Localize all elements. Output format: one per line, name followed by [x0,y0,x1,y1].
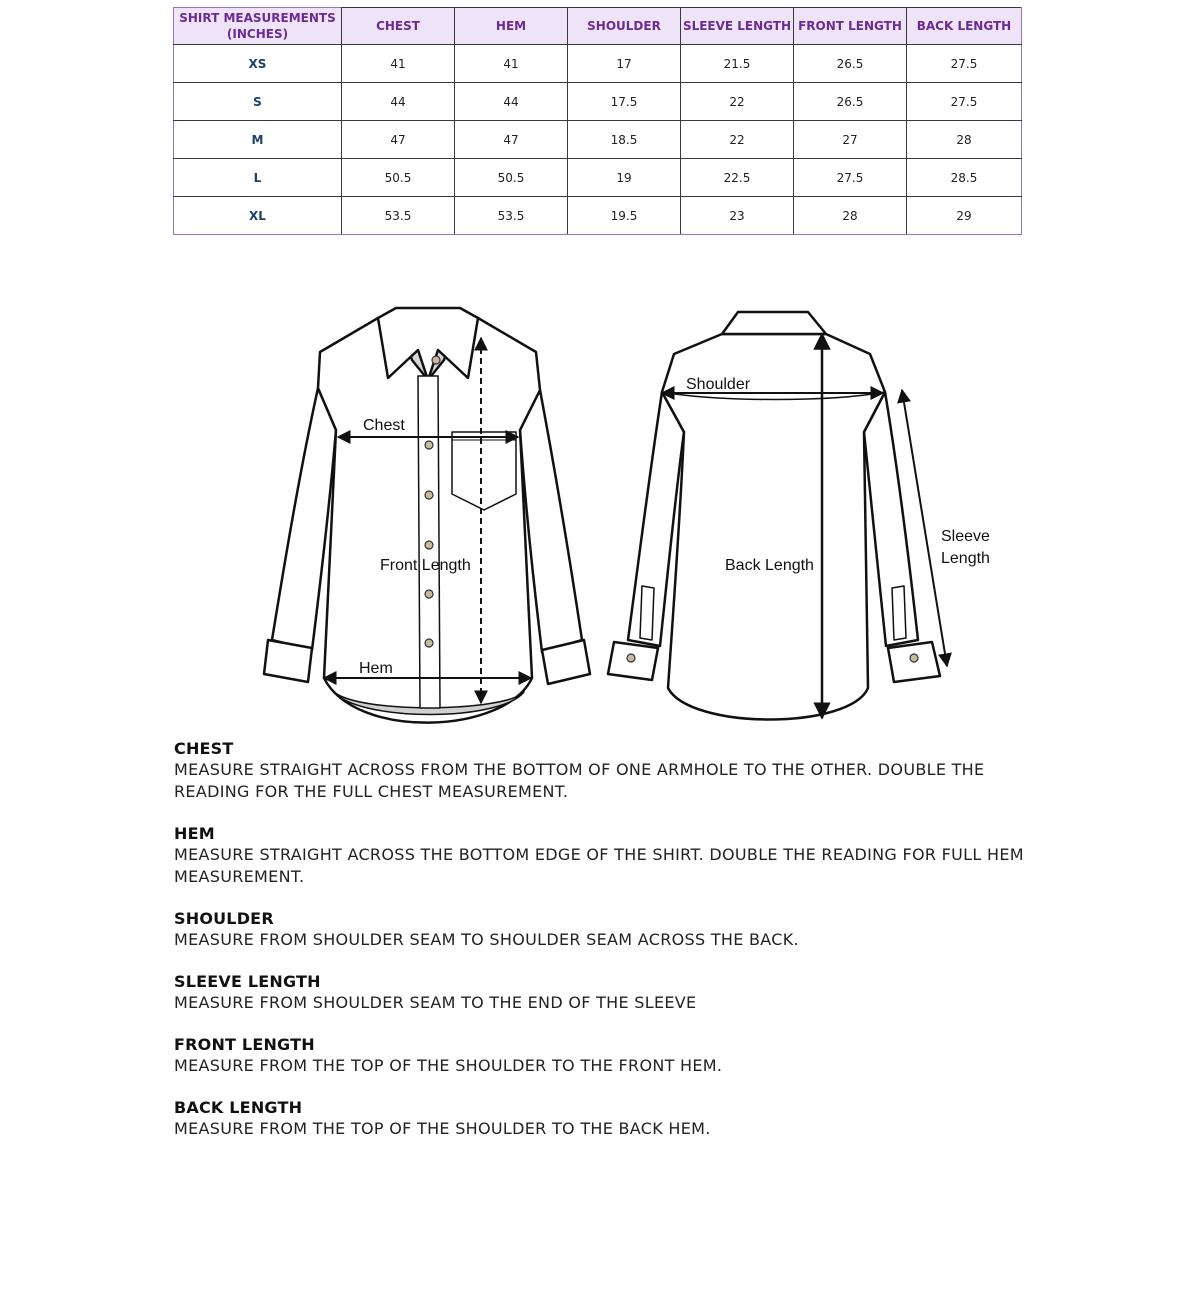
header-front-length: FRONT LENGTH [794,8,907,45]
value-cell: 28.5 [907,159,1022,197]
value-cell: 53.5 [455,197,568,235]
value-cell: 27 [794,121,907,159]
value-cell: 27.5 [907,83,1022,121]
note-title: SLEEVE LENGTH [174,972,321,991]
value-cell: 22.5 [681,159,794,197]
note-title: BACK LENGTH [174,1098,303,1117]
value-cell: 44 [342,83,455,121]
button-icon [627,654,635,662]
header-hem: HEM [455,8,568,45]
size-cell: S [174,83,342,121]
value-cell: 26.5 [794,45,907,83]
value-cell: 18.5 [568,121,681,159]
value-cell: 27.5 [907,45,1022,83]
value-cell: 28 [907,121,1022,159]
value-cell: 53.5 [342,197,455,235]
size-cell: L [174,159,342,197]
button-icon [425,491,433,499]
note-front-length [174,1034,1034,1077]
note-sleeve-length [174,971,1034,1014]
header-sleeve-length: SLEEVE LENGTH [681,8,794,45]
value-cell: 28 [794,197,907,235]
value-cell: 47 [455,121,568,159]
sleeve-length-label-line2: Length [941,550,990,567]
note-text: MEASURE FROM SHOULDER SEAM TO SHOULDER SEAM ACROSS THE BACK. [174,930,799,949]
note-back-length [174,1097,1034,1140]
size-cell: M [174,121,342,159]
value-cell: 19 [568,159,681,197]
shoulder-label: Shoulder [686,376,751,393]
value-cell: 22 [681,83,794,121]
button-icon [425,639,433,647]
header-measurements: SHIRT MEASUREMENTS (INCHES) [174,8,342,45]
value-cell: 41 [342,45,455,83]
sleeve-length-label-line1: Sleeve [941,528,990,545]
note-text: MEASURE STRAIGHT ACROSS FROM THE BOTTOM OF ONE ARMHOLE TO THE OTHER. DOUBLE THE READING FOR THE FULL CHEST MEASUREMENT. [174,760,985,801]
front-length-label: Front Length [380,557,471,574]
value-cell: 29 [907,197,1022,235]
back-shirt-illustration [608,312,940,720]
value-cell: 17.5 [568,83,681,121]
note-text: MEASURE FROM THE TOP OF THE SHOULDER TO THE FRONT HEM. [174,1056,723,1075]
back-length-label: Back Length [725,557,814,574]
button-icon [910,654,918,662]
value-cell: 21.5 [681,45,794,83]
header-chest: CHEST [342,8,455,45]
note-hem [174,823,1034,888]
note-title: HEM [174,824,215,843]
note-text: MEASURE FROM THE TOP OF THE SHOULDER TO THE BACK HEM. [174,1119,711,1138]
value-cell: 47 [342,121,455,159]
button-icon [425,590,433,598]
chest-label: Chest [363,417,405,434]
size-cell: XS [174,45,342,83]
note-title: CHEST [174,739,234,758]
note-shoulder [174,908,1034,951]
value-cell: 27.5 [794,159,907,197]
header-back-length: BACK LENGTH [907,8,1022,45]
measurement-instructions [174,738,1034,1160]
value-cell: 19.5 [568,197,681,235]
note-text: MEASURE STRAIGHT ACROSS THE BOTTOM EDGE OF THE SHIRT. DOUBLE THE READING FOR FULL HEM MEASUREMENT. [174,845,1024,886]
note-title: SHOULDER [174,909,274,928]
value-cell: 22 [681,121,794,159]
value-cell: 41 [455,45,568,83]
button-icon [425,541,433,549]
hem-label: Hem [359,660,393,677]
size-cell: XL [174,197,342,235]
value-cell: 23 [681,197,794,235]
note-title: FRONT LENGTH [174,1035,315,1054]
front-shirt-illustration [264,308,590,723]
note-text: MEASURE FROM SHOULDER SEAM TO THE END OF THE SLEEVE [174,993,697,1012]
value-cell: 50.5 [342,159,455,197]
value-cell: 44 [455,83,568,121]
header-shoulder: SHOULDER [568,8,681,45]
value-cell: 17 [568,45,681,83]
button-icon [425,441,433,449]
value-cell: 26.5 [794,83,907,121]
note-chest [174,738,1034,803]
value-cell: 50.5 [455,159,568,197]
button-icon [432,356,440,364]
